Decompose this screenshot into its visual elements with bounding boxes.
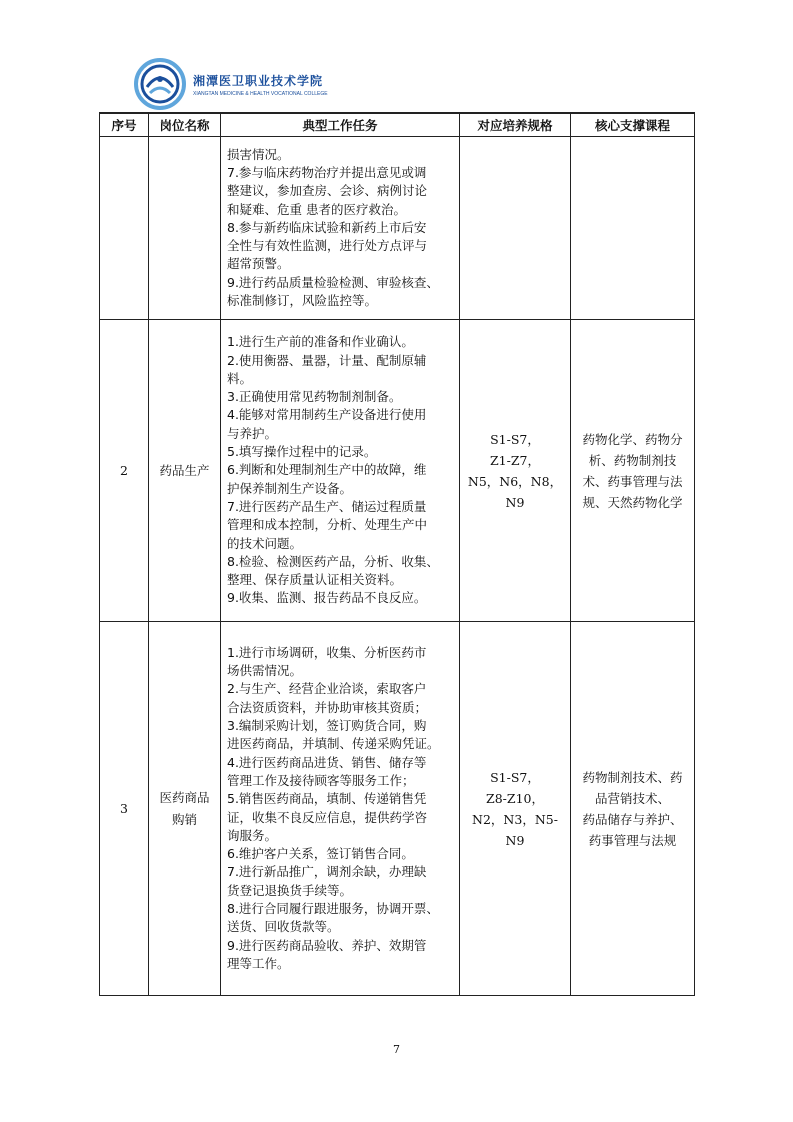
typical-tasks-cell <box>221 137 460 320</box>
typical-tasks-cell-line: 的技术问题。 <box>227 535 303 551</box>
typical-tasks-cell-line: 6.维护客户关系，签订销售合同。 <box>227 846 414 862</box>
typical-tasks-cell-line: 2.使用衡器、量器，计量、配制原辅 <box>227 352 427 368</box>
typical-tasks-cell-line: 2.与生产、经营企业洽谈，索取客户 <box>227 681 427 697</box>
typical-tasks-cell-line: 超常预警。 <box>227 256 290 272</box>
college-logo <box>133 58 328 110</box>
row-number-cell: 2 <box>100 320 149 622</box>
training-spec-cell-line: Z1-Z7， <box>489 452 540 468</box>
core-courses-cell-line: 规、天然药物化学 <box>582 494 683 510</box>
job-title-cell <box>149 137 221 320</box>
job-title-cell-line: 医药商品 <box>159 789 210 805</box>
training-spec-cell-line: N9 <box>505 494 525 510</box>
typical-tasks-cell-line: 3.正确使用常见药物制剂制备。 <box>227 389 402 405</box>
header-cell: 对应培养规格 <box>460 113 571 137</box>
table-row <box>100 137 695 320</box>
training-spec-cell <box>460 320 571 622</box>
typical-tasks-cell-line: 标准制修订，风险监控等。 <box>227 293 378 309</box>
training-spec-cell-line: S1-S7， <box>490 431 540 447</box>
typical-tasks-cell-line: 8.检验、检测医药产品，分析、收集、 <box>227 553 439 569</box>
typical-tasks-cell-line: 场供需情况。 <box>227 663 303 679</box>
job-title-cell-line: 药品生产 <box>159 462 210 478</box>
job-title-cell-line: 购销 <box>171 811 197 827</box>
typical-tasks-cell-line: 证，收集不良反应信息，提供药学咨 <box>227 809 428 825</box>
typical-tasks-cell-line: 9.收集、监测、报告药品不良反应。 <box>227 590 427 606</box>
typical-tasks-cell-line: 护保养制剂生产设备。 <box>227 480 353 496</box>
typical-tasks-cell-line: 理等工作。 <box>227 955 290 971</box>
typical-tasks-cell-line: 与养护。 <box>227 425 278 441</box>
typical-tasks-cell-line: 和疑难、危重 患者的医疗救治。 <box>227 201 406 217</box>
typical-tasks-cell-line: 货登记退换货手续等。 <box>227 882 353 898</box>
typical-tasks-cell-line: 管理和成本控制，分析、处理生产中 <box>227 517 428 533</box>
page-number: 7 <box>393 1043 400 1056</box>
typical-tasks-cell-line: 进医药商品，并填制、传递采购凭证。 <box>227 736 440 752</box>
typical-tasks-cell-line: 6.判断和处理制剂生产中的故障，维 <box>227 462 427 478</box>
training-spec-cell-line: S1-S7， <box>490 769 540 785</box>
typical-tasks-cell-line: 4.能够对常用制药生产设备进行使用 <box>227 407 427 423</box>
typical-tasks-cell-line: 整理、保存质量认证相关资料。 <box>227 572 403 588</box>
table-row <box>100 320 695 622</box>
typical-tasks-cell-line: 全性与有效性监测，进行处方点评与 <box>227 238 428 254</box>
typical-tasks-cell <box>221 622 460 996</box>
core-courses-cell <box>571 622 695 996</box>
typical-tasks-cell-line: 整建议，参加查房、会诊、病例讨论 <box>227 183 428 199</box>
typical-tasks-cell-line: 7.进行医药产品生产、储运过程质量 <box>227 498 427 514</box>
row-number-cell: 3 <box>100 622 149 996</box>
typical-tasks-cell-line: 合法资质资料，并协助审核其资质； <box>227 699 428 715</box>
table-row <box>100 622 695 996</box>
typical-tasks-cell-line: 5.销售医药商品，填制、传递销售凭 <box>227 791 427 807</box>
header-cell: 典型工作任务 <box>221 113 460 137</box>
core-courses-cell-line: 品营销技术、 <box>594 790 670 806</box>
typical-tasks-cell-line: 3.编制采购计划，签订购货合同，购 <box>227 718 427 734</box>
curriculum-table <box>99 112 695 996</box>
table-header-row <box>100 113 695 137</box>
core-courses-cell <box>571 320 695 622</box>
typical-tasks-cell-line: 8.进行合同履行跟进服务，协调开票、 <box>227 900 439 916</box>
typical-tasks-cell <box>221 320 460 622</box>
typical-tasks-cell-line: 1.进行市场调研，收集、分析医药市 <box>227 644 427 660</box>
training-spec-cell-line: N2，N3，N5-N9 <box>472 811 558 848</box>
job-title-cell <box>149 320 221 622</box>
typical-tasks-cell-line: 管理工作及接待顾客等服务工作； <box>227 772 415 788</box>
typical-tasks-cell-line: 1.进行生产前的准备和作业确认。 <box>227 334 414 350</box>
typical-tasks-cell-line: 9.进行药品质量检验检测、审验核查、 <box>227 274 439 290</box>
job-title-cell <box>149 622 221 996</box>
typical-tasks-cell-line: 询服务。 <box>227 827 278 843</box>
training-spec-cell-line: N5，N6，N8， <box>467 473 563 489</box>
header-cell: 核心支撑课程 <box>571 113 695 137</box>
typical-tasks-cell-line: 损害情况。 <box>227 146 290 162</box>
core-courses-cell-line: 药事管理与法规 <box>588 832 677 848</box>
typical-tasks-cell-line: 7.参与临床药物治疗并提出意见或调 <box>227 164 427 180</box>
typical-tasks-cell-line: 9.进行医药商品验收、养护、效期管 <box>227 937 427 953</box>
typical-tasks-cell-line: 8.参与新药临床试验和新药上市后安 <box>227 219 427 235</box>
header-cell: 序号 <box>100 113 149 137</box>
school-name-cn: 湘潭医卫职业技术学院 <box>193 73 324 88</box>
training-spec-cell <box>460 622 571 996</box>
typical-tasks-cell-line: 7.进行新品推广，调剂余缺，办理缺 <box>227 864 427 880</box>
core-courses-cell-line: 药品储存与养护、 <box>582 811 683 827</box>
training-spec-cell-line: Z8-Z10， <box>486 790 544 806</box>
core-courses-cell <box>571 137 695 320</box>
typical-tasks-cell-line: 5.填写操作过程中的记录。 <box>227 444 377 460</box>
typical-tasks-cell-line: 送货、回收货款等。 <box>227 919 340 935</box>
training-spec-cell <box>460 137 571 320</box>
typical-tasks-cell-line: 料。 <box>227 370 253 386</box>
typical-tasks-cell-line: 4.进行医药商品进货、销售、储存等 <box>227 754 427 770</box>
core-courses-cell-line: 析、药物制剂技 <box>588 452 677 468</box>
school-name-en: XIANGTAN MEDICINE & HEALTH VOCATIONAL COLLEGE <box>193 90 328 97</box>
header-cell: 岗位名称 <box>149 113 221 137</box>
row-number-cell <box>100 137 149 320</box>
core-courses-cell-line: 药物制剂技术、药 <box>582 769 683 785</box>
core-courses-cell-line: 术、药事管理与法 <box>582 473 683 489</box>
core-courses-cell-line: 药物化学、药物分 <box>582 431 683 447</box>
college-emblem-icon <box>133 57 187 111</box>
